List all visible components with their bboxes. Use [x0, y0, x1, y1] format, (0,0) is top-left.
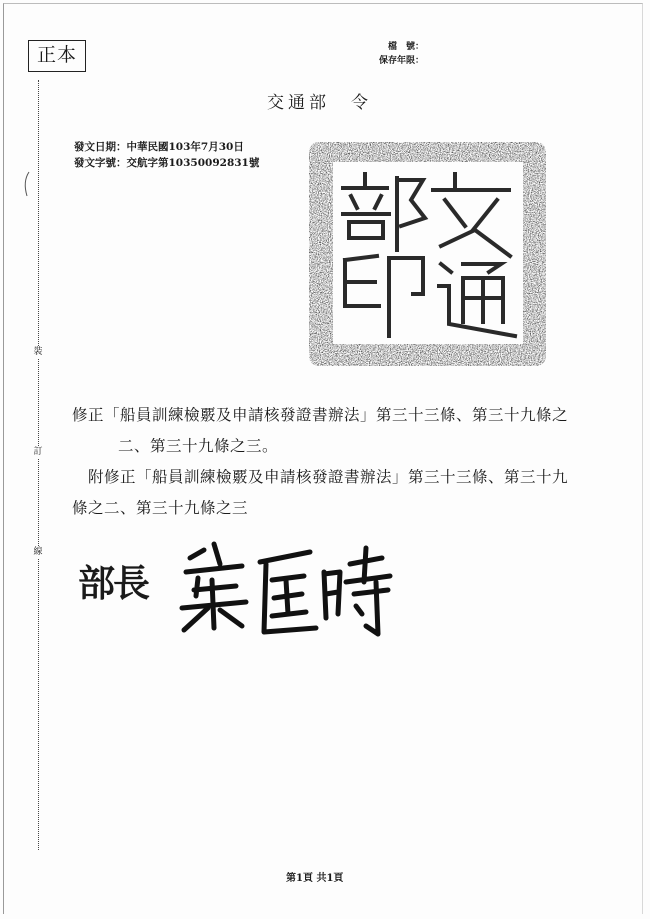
archive-info — [372, 40, 424, 68]
minister-signature-image — [168, 530, 398, 645]
original-copy-stamp: 正本 — [28, 40, 86, 72]
retention-row — [372, 54, 424, 68]
issue-number-label: 發文字號： — [74, 157, 127, 169]
issue-number: 交航字第10350092831號 — [126, 157, 260, 169]
issue-info — [74, 139, 259, 171]
minister-title: 部長 — [78, 561, 148, 605]
binding-char-xian: 線 — [31, 546, 45, 558]
binding-dotted-line — [38, 80, 39, 850]
document-title: 交通部 令 — [267, 93, 372, 113]
file-number-label: 檔 號： — [387, 42, 424, 52]
issue-date: 中華民國103年7月30日 — [126, 141, 244, 153]
pencil-mark — [22, 170, 32, 198]
binding-char-ding: 訂 — [31, 446, 45, 458]
issue-number-row — [74, 155, 259, 171]
issue-date-row — [74, 139, 259, 155]
amendment-paragraph: 修正「船員訓練檢覈及申請核發證書辦法」第三十三條、第三十九條之二、第三十九條之三。 — [72, 406, 569, 455]
page-footer: 第1頁 共1頁 — [286, 873, 344, 884]
retention-label: 保存年限： — [378, 56, 424, 66]
attachment-paragraph: 附修正「船員訓練檢覈及申請核發證書辦法」第三十三條、第三十九條之二、第三十九條之三 — [72, 468, 569, 517]
official-seal-image — [305, 138, 550, 370]
issue-date-label: 發文日期： — [74, 141, 127, 153]
file-number-row — [372, 40, 424, 54]
order-body — [72, 400, 572, 524]
binding-char-zhuang: 裝 — [31, 346, 45, 358]
